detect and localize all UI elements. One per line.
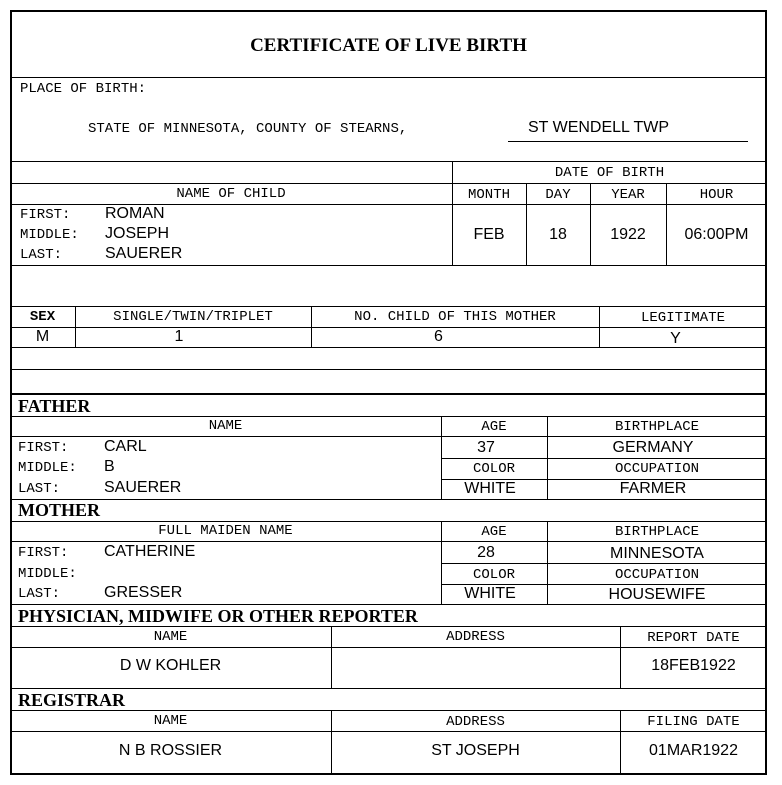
father-middle-name: B <box>104 458 115 475</box>
divider <box>10 436 767 437</box>
divider <box>441 563 767 564</box>
child-middle-label: MIDDLE: <box>20 227 79 243</box>
divider <box>10 647 767 648</box>
name-of-child-header: NAME OF CHILD <box>176 186 286 202</box>
divider <box>10 265 767 266</box>
father-section-title: FATHER <box>18 396 91 416</box>
filing-date-label: FILING DATE <box>647 714 740 730</box>
birth-month: FEB <box>473 226 505 243</box>
place-of-birth-label: PLACE OF BIRTH: <box>20 81 147 97</box>
filing-date: 01MAR1922 <box>649 742 738 759</box>
registrar-section-title: REGISTRAR <box>18 690 126 710</box>
father-color-label: COLOR <box>472 461 515 477</box>
birth-year: 1922 <box>610 226 646 243</box>
divider <box>10 688 767 689</box>
mother-occupation-label: OCCUPATION <box>614 567 699 583</box>
divider <box>10 393 767 395</box>
child-first-label: FIRST: <box>20 207 71 223</box>
divider <box>10 626 767 627</box>
registrar-name: N B ROSSIER <box>118 742 223 759</box>
day-label: DAY <box>545 187 571 203</box>
plurality-label: SINGLE/TWIN/TRIPLET <box>113 309 273 325</box>
date-of-birth-header: DATE OF BIRTH <box>554 165 665 181</box>
town-underline <box>508 141 748 142</box>
father-color: WHITE <box>464 480 516 497</box>
father-last-label: LAST: <box>18 481 61 497</box>
father-last-name: SAUERER <box>104 479 182 496</box>
child-first-name: ROMAN <box>105 205 165 222</box>
divider <box>452 183 767 184</box>
mother-last-label: LAST: <box>18 586 61 602</box>
father-age-label: AGE <box>481 419 507 435</box>
divider <box>10 710 767 711</box>
divider <box>10 541 767 542</box>
divider <box>10 306 767 307</box>
mother-age: 28 <box>477 544 495 561</box>
divider <box>10 731 767 732</box>
mother-birthplace-label: BIRTHPLACE <box>614 524 699 540</box>
sex-value: M <box>35 328 50 345</box>
divider <box>10 77 767 78</box>
divider <box>10 499 767 500</box>
year-label: YEAR <box>611 187 645 203</box>
father-first-name: CARL <box>104 438 147 455</box>
physician-name: D W KOHLER <box>119 657 222 674</box>
sex-label: SEX <box>29 309 56 325</box>
child-last-name: SAUERER <box>105 245 183 262</box>
physician-section-title: PHYSICIAN, MIDWIFE OR OTHER REPORTER <box>18 606 418 626</box>
mother-first-label: FIRST: <box>18 545 69 561</box>
mother-age-label: AGE <box>481 524 507 540</box>
mother-section-title: MOTHER <box>18 500 101 520</box>
state-county-text: STATE OF MINNESOTA, COUNTY OF STEARNS, <box>88 121 408 137</box>
mother-color: WHITE <box>464 585 516 602</box>
divider <box>10 604 767 605</box>
birth-day: 18 <box>549 226 567 243</box>
report-date-label: REPORT DATE <box>647 630 740 646</box>
mother-name-header: FULL MAIDEN NAME <box>158 523 293 539</box>
birth-hour: 06:00PM <box>684 226 749 243</box>
father-birthplace: GERMANY <box>612 439 694 456</box>
physician-name-label: NAME <box>153 629 188 645</box>
mother-birthplace: MINNESOTA <box>610 545 704 562</box>
child-number-value: 6 <box>434 328 443 345</box>
legitimate-value: Y <box>670 330 681 347</box>
registrar-address-label: ADDRESS <box>446 714 505 730</box>
certificate-title: CERTIFICATE OF LIVE BIRTH <box>250 35 527 56</box>
father-age: 37 <box>477 439 495 456</box>
registrar-address: ST JOSEPH <box>431 742 520 759</box>
report-date: 18FEB1922 <box>651 657 736 674</box>
father-name-header: NAME <box>208 418 243 434</box>
divider <box>10 183 452 184</box>
father-occupation: FARMER <box>619 480 687 497</box>
child-last-label: LAST: <box>20 247 63 263</box>
mother-occupation: HOUSEWIFE <box>608 586 706 603</box>
physician-address-label: ADDRESS <box>446 629 505 645</box>
divider <box>10 416 767 417</box>
father-occupation-label: OCCUPATION <box>614 461 699 477</box>
divider <box>10 161 767 162</box>
father-first-label: FIRST: <box>18 440 69 456</box>
child-middle-name: JOSEPH <box>105 225 170 242</box>
birth-town: ST WENDELL TWP <box>528 119 670 136</box>
divider <box>10 369 767 370</box>
divider <box>441 458 767 459</box>
registrar-name-label: NAME <box>153 713 188 729</box>
mother-first-name: CATHERINE <box>104 543 196 560</box>
legitimate-label: LEGITIMATE <box>640 310 725 326</box>
mother-color-label: COLOR <box>472 567 515 583</box>
father-middle-label: MIDDLE: <box>18 460 77 476</box>
divider <box>10 521 767 522</box>
father-birthplace-label: BIRTHPLACE <box>614 419 699 435</box>
child-number-label: NO. CHILD OF THIS MOTHER <box>354 309 556 325</box>
month-label: MONTH <box>467 187 510 203</box>
mother-last-name: GRESSER <box>104 584 183 601</box>
plurality-value: 1 <box>174 328 184 345</box>
mother-middle-label: MIDDLE: <box>18 566 77 582</box>
hour-label: HOUR <box>699 187 734 203</box>
